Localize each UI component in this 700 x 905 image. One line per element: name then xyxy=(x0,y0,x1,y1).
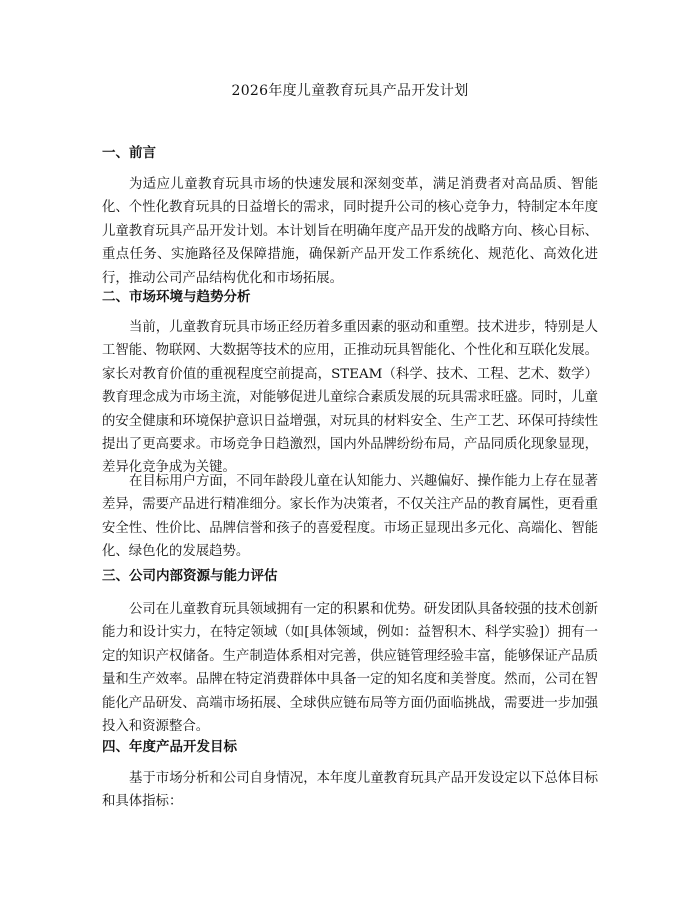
paragraph-internal-resources: 公司在儿童教育玩具领域拥有一定的积累和优势。研发团队具备较强的技术创新能力和设计实力，在特定领域（如[具体领域，例如：益智积木、科学实验]）拥有一定的知识产权储备。生产制造体系相对完善，供应链管理经验丰富，能够保证产品质量和生产效率。品牌在特定消费群体中具备一定的知名度和美誉度。然而，公司在智能化产品研发、高端市场拓展、全球供应链布局等方面仍面临挑战，需要进一步加强投入和资源整合。 xyxy=(102,602,598,735)
paragraph-preface: 为适应儿童教育玩具市场的快速发展和深刻变革，满足消费者对高品质、智能化、个性化教育玩具的日益增长的需求，同时提升公司的核心竞争力，特制定本年度儿童教育玩具产品开发计划。本计划旨在明确年度产品开发的战略方向、核心目标、重点任务、实施路径及保障措施，确保新产品开发工作系统化、规范化、高效化进行，推动公司产品结构优化和市场拓展。 xyxy=(102,177,598,286)
section-heading-preface: 一、前言 xyxy=(102,145,156,161)
paragraph-development-goals: 基于市场分析和公司自身情况，本年度儿童教育玩具产品开发设定以下总体目标和具体指标： xyxy=(102,771,598,810)
document-title: 2026年度儿童教育玩具产品开发计划 xyxy=(231,83,469,99)
paragraph-market-environment: 当前，儿童教育玩具市场正经历着多重因素的驱动和重塑。技术进步，特别是人工智能、物联网、大数据等技术的应用，正推动玩具智能化、个性化和互联化发展。家长对教育价值的重视程度空前提高，STEAM（科学、技术、工程、艺术、数学）教育理念成为市场主流，对能够促进儿童综合素质发展的玩具需求旺盛。同时，儿童的安全健康和环境保护意识日益增强，对玩具的材料安全、生产工艺、环保可持续性提出了更高要求。市场竞争日趋激烈，国内外品牌纷纷布局，产品同质化现象显现，差异化竞争成为关键。 xyxy=(102,320,598,476)
section-heading-market-analysis: 二、市场环境与趋势分析 xyxy=(102,289,251,305)
paragraph-target-users: 在目标用户方面，不同年龄段儿童在认知能力、兴趣偏好、操作能力上存在显著差异，需要产品进行精准细分。家长作为决策者，不仅关注产品的教育属性，更看重安全性、性价比、品牌信誉和孩子的喜爱程度。市场正显现出多元化、高端化、智能化、绿色化的发展趋势。 xyxy=(102,474,598,560)
section-heading-internal-resources: 三、公司内部资源与能力评估 xyxy=(102,568,278,584)
section-heading-development-goals: 四、年度产品开发目标 xyxy=(102,739,237,755)
